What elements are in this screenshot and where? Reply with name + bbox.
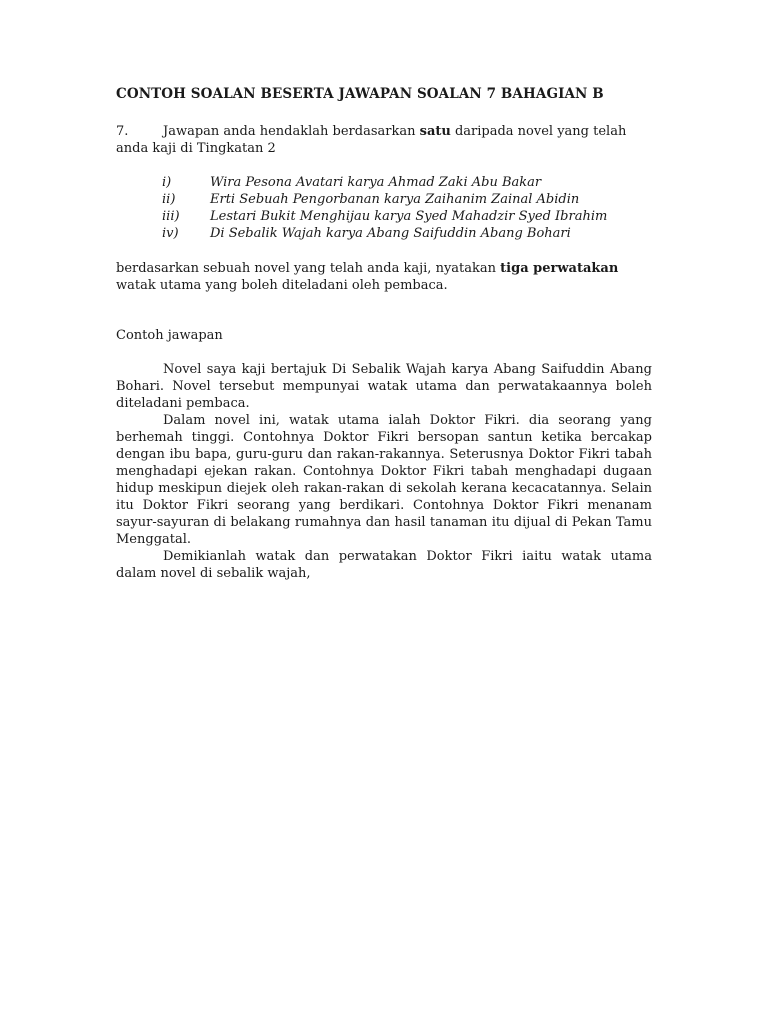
answer-paragraph: Novel saya kaji bertajuk Di Sebalik Wajah karya Abang Saifuddin Abang Bohari. Novel tersebut mempunyai watak utama dan perwatakaannya boleh diteladani pembaca. <box>116 362 652 411</box>
option-item <box>162 191 652 208</box>
instruction-line-1 <box>116 260 652 277</box>
question-block <box>116 123 652 157</box>
option-number: ii) <box>162 192 176 207</box>
document-page <box>116 86 652 582</box>
question-text-bold: satu <box>419 124 451 139</box>
answer-label: Contoh jawapan <box>116 328 223 343</box>
option-item <box>162 208 652 225</box>
option-item <box>162 225 652 242</box>
option-number: iii) <box>162 209 180 224</box>
question-line-1 <box>116 123 652 140</box>
question-text-post: daripada novel yang telah <box>450 124 627 139</box>
option-text: Wira Pesona Avatari karya Ahmad Zaki Abu Bakar <box>210 175 542 190</box>
answer-body <box>116 361 652 582</box>
instruction-text-pre: berdasarkan sebuah novel yang telah anda kaji, nyatakan <box>116 261 501 276</box>
novel-options-list <box>162 174 652 242</box>
option-number: iv) <box>162 226 179 241</box>
question-text-pre: Jawapan anda hendaklah berdasarkan <box>163 124 420 139</box>
answer-paragraph: Dalam novel ini, watak utama ialah Doktor Fikri. dia seorang yang berhemah tinggi. Contohnya Doktor Fikri bersopan santun ketika bercakap dengan ibu bapa, guru-guru dan rakan-rakannya. Seterusnya Doktor Fikri tabah menghadapi ejekan rakan. Contohnya Doktor Fikri tabah menghadapi dugaan hidup meskipun diejek oleh rakan-rakan di sekolah kerana kecacatannya. Selain itu Doktor Fikri seorang yang berdikari. Contohnya Doktor Fikri menanam sayur-sayuran di belakang rumahnya dan hasil tanaman itu dijual di Pekan Tamu Menggatal. <box>116 413 652 547</box>
instruction-line-2: watak utama yang boleh diteladani oleh pembaca. <box>116 278 448 293</box>
option-text: Erti Sebuah Pengorbanan karya Zaihanim Zainal Abidin <box>210 192 580 207</box>
instruction-text-bold: tiga perwatakan <box>500 261 619 276</box>
document-title: CONTOH SOALAN BESERTA JAWAPAN SOALAN 7 BAHAGIAN B <box>116 86 604 102</box>
option-text: Lestari Bukit Menghijau karya Syed Mahadzir Syed Ibrahim <box>210 209 608 224</box>
answer-paragraph: Demikianlah watak dan perwatakan Doktor Fikri iaitu watak utama dalam novel di sebalik wajah, <box>116 549 652 581</box>
question-line-2: anda kaji di Tingkatan 2 <box>116 141 276 156</box>
option-text: Di Sebalik Wajah karya Abang Saifuddin Abang Bohari <box>210 226 571 241</box>
instruction-block <box>116 260 652 294</box>
option-item <box>162 174 652 191</box>
question-number: 7. <box>116 124 129 139</box>
option-number: i) <box>162 175 172 190</box>
